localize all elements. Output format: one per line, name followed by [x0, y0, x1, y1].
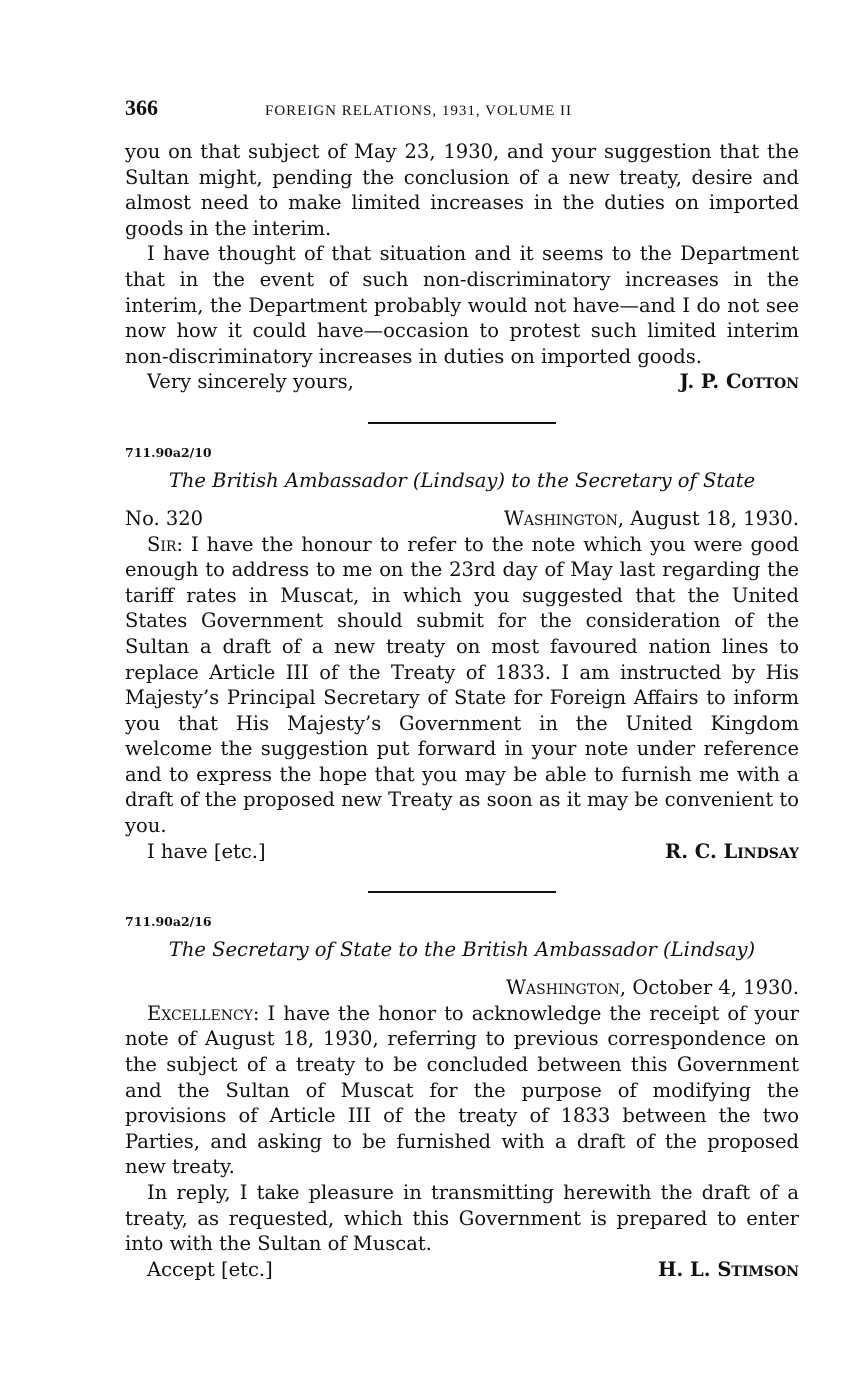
letter-closing — [125, 1257, 799, 1283]
place-date — [506, 975, 799, 1001]
letter-paragraph: In reply, I take pleasure in transmitting herewith the draft of a treaty, as requested, which this Government is prepared to enter into with the Sultan of Muscat. — [125, 1181, 799, 1256]
closing-text: I have [etc.] — [147, 839, 266, 863]
closing-text: Accept [etc.] — [147, 1257, 273, 1281]
body-text: I have the honour to refer to the note which you were good enough to address to me on the 23rd day of May last regarding the tariff rates in Muscat, in which you suggested that the United States Government should submit for the consideration of the Sultan a draft of a new treaty on most favoured nation lines to replace Article III of the Treaty of 1833. I am instructed by His Majesty’s Principal Secretary of State for Foreign Affairs to inform you that His Majesty’s Government in the United Kingdom welcome the suggestion put forward in your note under reference and to express the hope that you may be able to furnish me with a draft of the proposed new Treaty as soon as it may be convenient to you. — [125, 532, 800, 838]
page-number: 366 — [125, 95, 158, 120]
dateline — [125, 975, 799, 1001]
page-header — [125, 95, 799, 123]
continuation-paragraph: I have thought of that situation and it seems to the Department that in the event of such non-discriminatory increases in the interim, the Department probably would not have—and I do not see now how it could have—occasion to protest such limited interim non-discriminatory increases in duties on imported goods. — [125, 242, 799, 368]
section-divider — [368, 891, 556, 893]
document-title: The British Ambassador (Lindsay) to the Secretary of State — [168, 468, 756, 492]
signer-name: R. C. Lindsay — [664, 839, 799, 863]
date: August 18, 1930. — [630, 506, 799, 530]
closing-text: Very sincerely yours, — [147, 370, 354, 394]
running-title: FOREIGN RELATIONS, 1931, VOLUME II — [265, 103, 573, 119]
place-date — [504, 506, 799, 532]
body-text: I have the honor to acknowledge the receipt of your note of August 18, 1930, referring to previous correspondence on the subject of a treaty to be concluded between this Government and the Sultan of Muscat for the purpose of modifying the provisions of Article III of the treaty of 1833 between the two Parties, and asking to be furnished with a draft of the proposed new treaty. — [125, 1001, 799, 1179]
section-divider — [368, 422, 556, 424]
place: Washington, — [503, 506, 625, 530]
place: Washington, — [505, 976, 627, 1000]
document-page — [125, 95, 799, 1282]
continuation-closing — [125, 369, 799, 395]
salutation: Excellency: — [147, 1001, 260, 1025]
document-number: No. 320 — [125, 506, 204, 530]
file-number: 711.90a2/16 — [125, 914, 212, 930]
continuation-paragraph: you on that subject of May 23, 1930, and your suggestion that the Sultan might, pending the conclusion of a new treaty, desire and almost need to make limited increases in the duties on imported goods in the interim. — [125, 140, 799, 240]
letter-closing — [125, 839, 799, 865]
file-number: 711.90a2/10 — [125, 444, 212, 460]
dateline — [125, 506, 799, 532]
salutation: Sir: — [147, 532, 183, 556]
signer-name: H. L. Stimson — [658, 1257, 799, 1281]
signer-name: J. P. Cotton — [679, 370, 799, 394]
document-title: The Secretary of State to the British Ambassador (Lindsay) — [168, 938, 756, 962]
date: October 4, 1930. — [632, 976, 799, 1000]
letter-body — [125, 1001, 799, 1180]
letter-body — [125, 532, 799, 839]
